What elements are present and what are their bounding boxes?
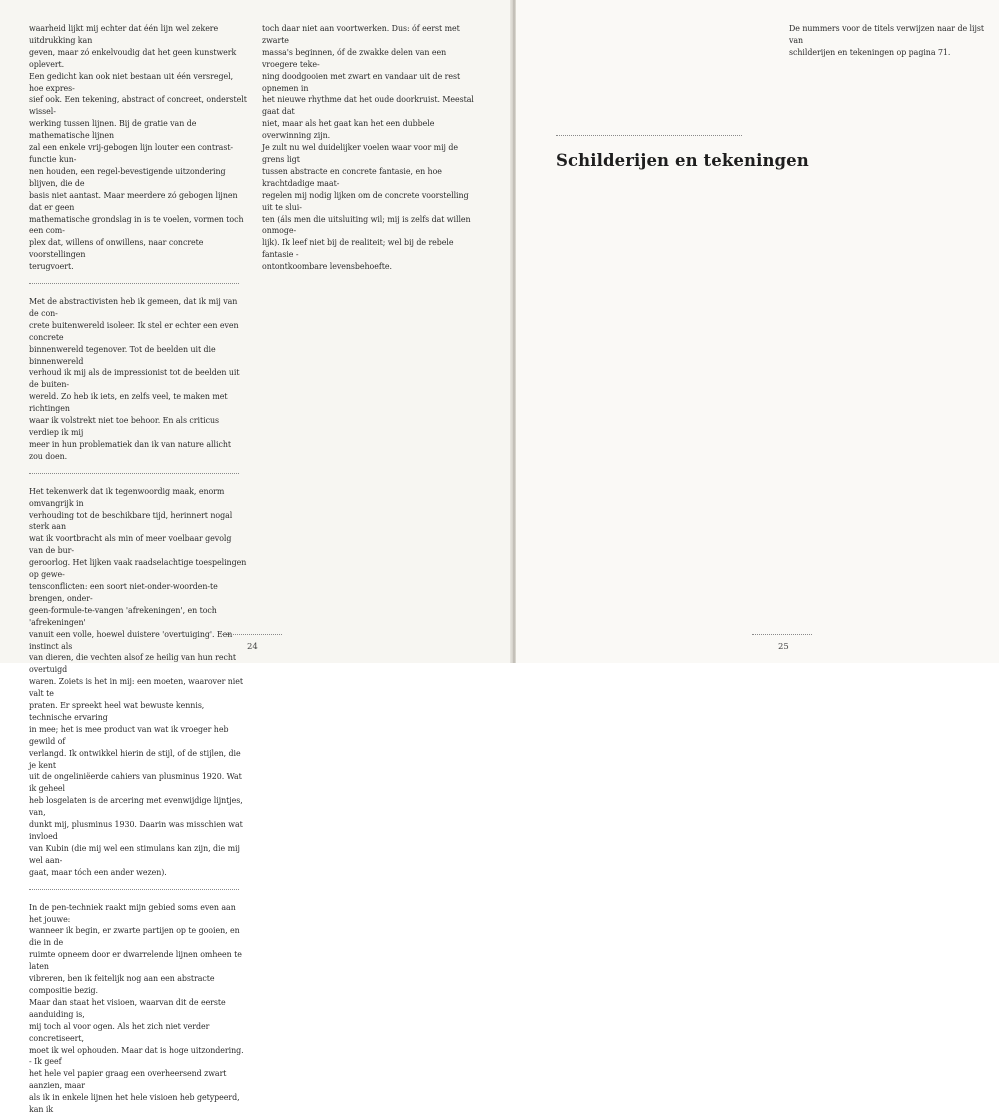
left-column-2 [262, 23, 480, 273]
dotted-separator [29, 889, 239, 890]
note-text: De nummers voor de titels verwijzen naar de lijst van schilderijen en tekeningen op pagina 71. [789, 24, 985, 57]
paragraph: waarheid lijkt mij echter dat één lijn wel zekere uitdrukking kan geven, maar zó enkelvoudig dat het geen kunstwerk oplevert. Een gedicht kan ook niet bestaan uit één versregel, hoe expres- sief ook. Een tekening, abstract of concreet, onderstelt wissel- werking tussen lijnen. Bij de gratie van de mathematische lijnen zal een enkele vrij-gebogen lijn louter een contrast-functie kun- nen houden, een regel-bevestigende uitzondering blijven, die de basis niet aantast. Maar meerdere zó gebogen lijnen dat er geen mathematische grondslag in is te voelen, vormen toch een com- plex dat, willens of onwillens, naar concrete voorstellingen terugvoert. [29, 24, 247, 272]
section-title: Schilderijen en tekeningen [556, 151, 809, 170]
title-dotted-separator [556, 135, 742, 136]
left-column-1 [29, 23, 247, 1116]
footer-dots [222, 634, 282, 635]
dotted-separator [29, 283, 239, 284]
right-page [516, 0, 999, 663]
dotted-separator [29, 473, 239, 474]
paragraph: Met de abstractivisten heb ik gemeen, dat ik mij van de con- crete buitenwereld isoleer. Ik stel er echter een even concrete binnenwereld tegenover. Tot de beelden uit die binnenwereld verhoud ik mij als de impressionist tot de beelden uit de buiten- wereld. Zo heb ik iets, en zelfs veel, te maken met richtingen waar ik volstrekt niet toe behoor. En als criticus verdiep ik mij meer in hun problematiek dan ik van nature allicht zou doen. [29, 297, 240, 461]
paragraph: toch daar niet aan voortwerken. Dus: óf eerst met zwarte massa's beginnen, óf de zwakke delen van een vroegere teke- ning doodgooien met zwart en vandaar uit de rest opnemen in het nieuwe rhythme dat het oude doorkruist. Meestal gaat dat niet, maar als het gaat kan het een dubbele overwinning zijn. Je zult nu wel duidelijker voelen waar voor mij de grens ligt tussen abstracte en concrete fantasie, en hoe krachtdadige maat- regelen mij nodig lijken om de concrete voorstelling uit te slui- ten (áls men die uitsluiting wil; mij is zelfs dat willen onmoge- lijk). Ik leef niet bij de realiteit; wel bij de rebele fantasie - ontontkoombare levensbehoefte. [262, 24, 474, 272]
contents-note [789, 23, 989, 59]
paragraph: In de pen-techniek raakt mijn gebied soms even aan het jouwe: wanneer ik begin, er zwarte partijen op te gooien, en die in de ruimte opneem door er dwarrelende lijnen omheen te laten vibreren, ben ik feitelijk nog aan een abstracte compositie bezig. Maar dan staat het visioen, waarvan dit de eerste aanduiding is, mij toch al voor ogen. Als het zich niet verder concretiseert, moet ik wel ophouden. Maar dat is hoge uitzondering. - Ik geef het hele vel papier graag een overheersend zwart aanzien, maar als ik in enkele lijnen het hele visioen heb getypeerd, kan ik [29, 902, 244, 1115]
page-number-left: 24 [247, 642, 258, 652]
paragraph: Het tekenwerk dat ik tegenwoordig maak, enorm omvangrijk in verhouding tot de beschikbare tijd, herinnert nogal sterk aan wat ik voortbracht als min of meer voelbaar gevolg van de bur- geroorlog. Het lijken vaak raadselachtige toespelingen op gewe- tensconflicten: een soort niet-onder-woorden-te brengen, onder- geen-formule-te-vangen 'afrekeningen', en toch 'afrekeningen' vanuit een volle, hoewel duistere 'overtuiging'. Een instinct als van dieren, die vechten alsof ze heilig van hun recht overtuigd waren. Zoiets is het in mij: een moeten, waarover niet valt te praten. Er spreekt heel wat bewuste kennis, technische ervaring in mee; het is mee product van wat ik vroeger heb gewild of verlangd. Ik ontwikkel hierin de stijl, of de stijlen, die je kent uit de ongeliniëerde cahiers van plusminus 1920. Wat ik geheel heb losgelaten is de arcering met evenwijdige lijntjes, van, dunkt mij, plusminus 1930. Daarin was misschien wat invloed van Kubin (die mij wel een stimulans kan zijn, die mij wel aan- gaat, maar tóch een ander wezen). [29, 486, 247, 877]
page-number-right: 25 [778, 642, 789, 652]
footer-dots [752, 634, 812, 635]
